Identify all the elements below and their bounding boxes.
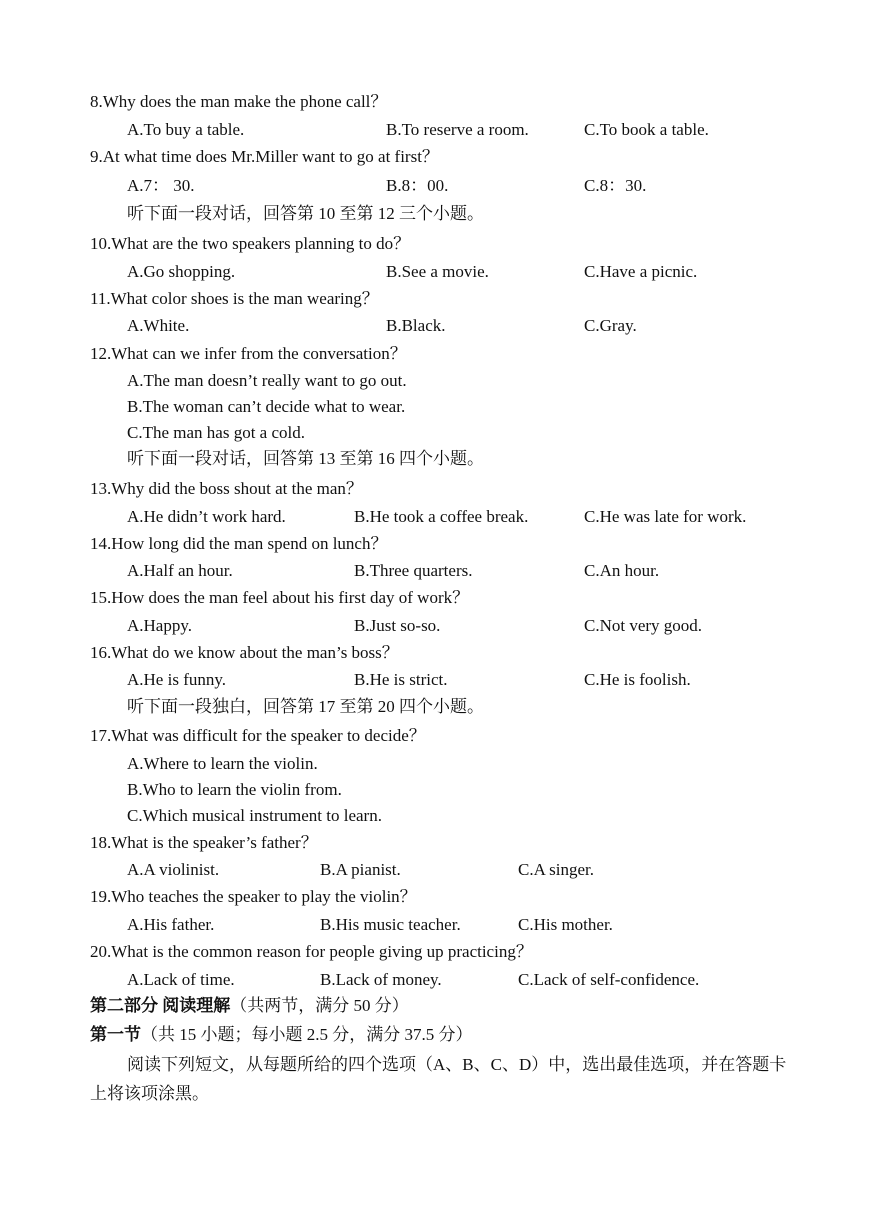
question-10-option-c: C.Have a picnic.: [584, 262, 698, 281]
question-11-option-c: C.Gray.: [584, 316, 637, 335]
question-20-stem: 20.What is the common reason for people giving up practicing？: [90, 942, 533, 961]
part-2-heading: [90, 996, 409, 1016]
question-16-option-b: B.He is strict.: [354, 670, 448, 689]
question-20-option-b: B.Lack of money.: [320, 970, 442, 989]
question-15-option-b: B.Just so-so.: [354, 616, 441, 635]
question-19-stem: 19.Who teaches the speaker to play the violin？: [90, 887, 417, 906]
listening-intro-13-16: 听下面一段对话，回答第 13 至第 16 四个小题。: [127, 449, 484, 468]
question-17-stem: 17.What was difficult for the speaker to decide？: [90, 726, 426, 745]
question-13-option-c: C.He was late for work.: [584, 507, 747, 526]
question-8-option-c: C.To book a table.: [584, 120, 709, 139]
part-2-heading-title: 第二部分 阅读理解: [90, 996, 231, 1015]
question-16-option-c: C.He is foolish.: [584, 670, 691, 689]
section-1-heading: [90, 1025, 473, 1045]
question-15-option-c: C.Not very good.: [584, 616, 703, 635]
question-18-option-b: B.A pianist.: [320, 860, 401, 879]
question-9-option-c: C.8：30.: [584, 176, 647, 195]
question-11-option-a: A.White.: [127, 316, 190, 335]
question-9-option-a: A.7： 30.: [127, 176, 195, 195]
question-18-stem: 18.What is the speaker’s father？: [90, 833, 318, 852]
question-9-option-b: B.8：00.: [386, 176, 449, 195]
question-19-option-a: A.His father.: [127, 915, 215, 934]
question-19-option-b: B.His music teacher.: [320, 915, 461, 934]
question-13-option-b: B.He took a coffee break.: [354, 507, 529, 526]
question-12-option-c: C.The man has got a cold.: [127, 423, 305, 442]
question-9-stem: 9.At what time does Mr.Miller want to go at first？: [90, 147, 439, 166]
part-2-heading-detail: （共两节，满分 50 分）: [230, 996, 409, 1015]
section-1-heading-detail: （共 15 小题；每小题 2.5 分，满分 37.5 分）: [141, 1025, 473, 1044]
question-10-option-a: A.Go shopping.: [127, 262, 236, 281]
question-8-option-a: A.To buy a table.: [127, 120, 245, 139]
question-20-option-a: A.Lack of time.: [127, 970, 235, 989]
question-20-option-c: C.Lack of self-confidence.: [518, 970, 700, 989]
question-13-stem: 13.Why did the boss shout at the man？: [90, 479, 363, 498]
question-18-option-a: A.A violinist.: [127, 860, 220, 879]
question-11-stem: 11.What color shoes is the man wearing？: [90, 289, 379, 308]
question-12-option-a: A.The man doesn’t really want to go out.: [127, 371, 407, 390]
question-12-stem: 12.What can we infer from the conversation？: [90, 344, 407, 363]
question-16-option-a: A.He is funny.: [127, 670, 226, 689]
listening-intro-10-12: 听下面一段对话，回答第 10 至第 12 三个小题。: [127, 204, 484, 223]
question-15-option-a: A.Happy.: [127, 616, 192, 635]
question-14-option-c: C.An hour.: [584, 561, 660, 580]
question-10-stem: 10.What are the two speakers planning to do？: [90, 234, 411, 253]
question-14-option-a: A.Half an hour.: [127, 561, 233, 580]
question-17-option-a: A.Where to learn the violin.: [127, 754, 318, 773]
reading-instructions: 阅读下列短文，从每题所给的四个选项（A、B、C、D）中，选出最佳选项，并在答题卡上将该项涂黑。: [90, 1055, 787, 1103]
question-13-option-a: A.He didn’t work hard.: [127, 507, 286, 526]
question-17-option-b: B.Who to learn the violin from.: [127, 780, 342, 799]
question-18-option-c: C.A singer.: [518, 860, 595, 879]
section-1-heading-title: 第一节: [90, 1025, 141, 1044]
question-10-option-b: B.See a movie.: [386, 262, 489, 281]
question-15-stem: 15.How does the man feel about his first day of work？: [90, 588, 470, 607]
question-19-option-c: C.His mother.: [518, 915, 613, 934]
question-16-stem: 16.What do we know about the man’s boss？: [90, 643, 399, 662]
question-12-option-b: B.The woman can’t decide what to wear.: [127, 397, 406, 416]
listening-intro-17-20: 听下面一段独白，回答第 17 至第 20 四个小题。: [127, 697, 484, 716]
question-17-option-c: C.Which musical instrument to learn.: [127, 806, 382, 825]
question-14-stem: 14.How long did the man spend on lunch？: [90, 534, 388, 553]
question-11-option-b: B.Black.: [386, 316, 446, 335]
question-8-stem: 8.Why does the man make the phone call？: [90, 92, 388, 111]
question-8-option-b: B.To reserve a room.: [386, 120, 529, 139]
question-14-option-b: B.Three quarters.: [354, 561, 473, 580]
